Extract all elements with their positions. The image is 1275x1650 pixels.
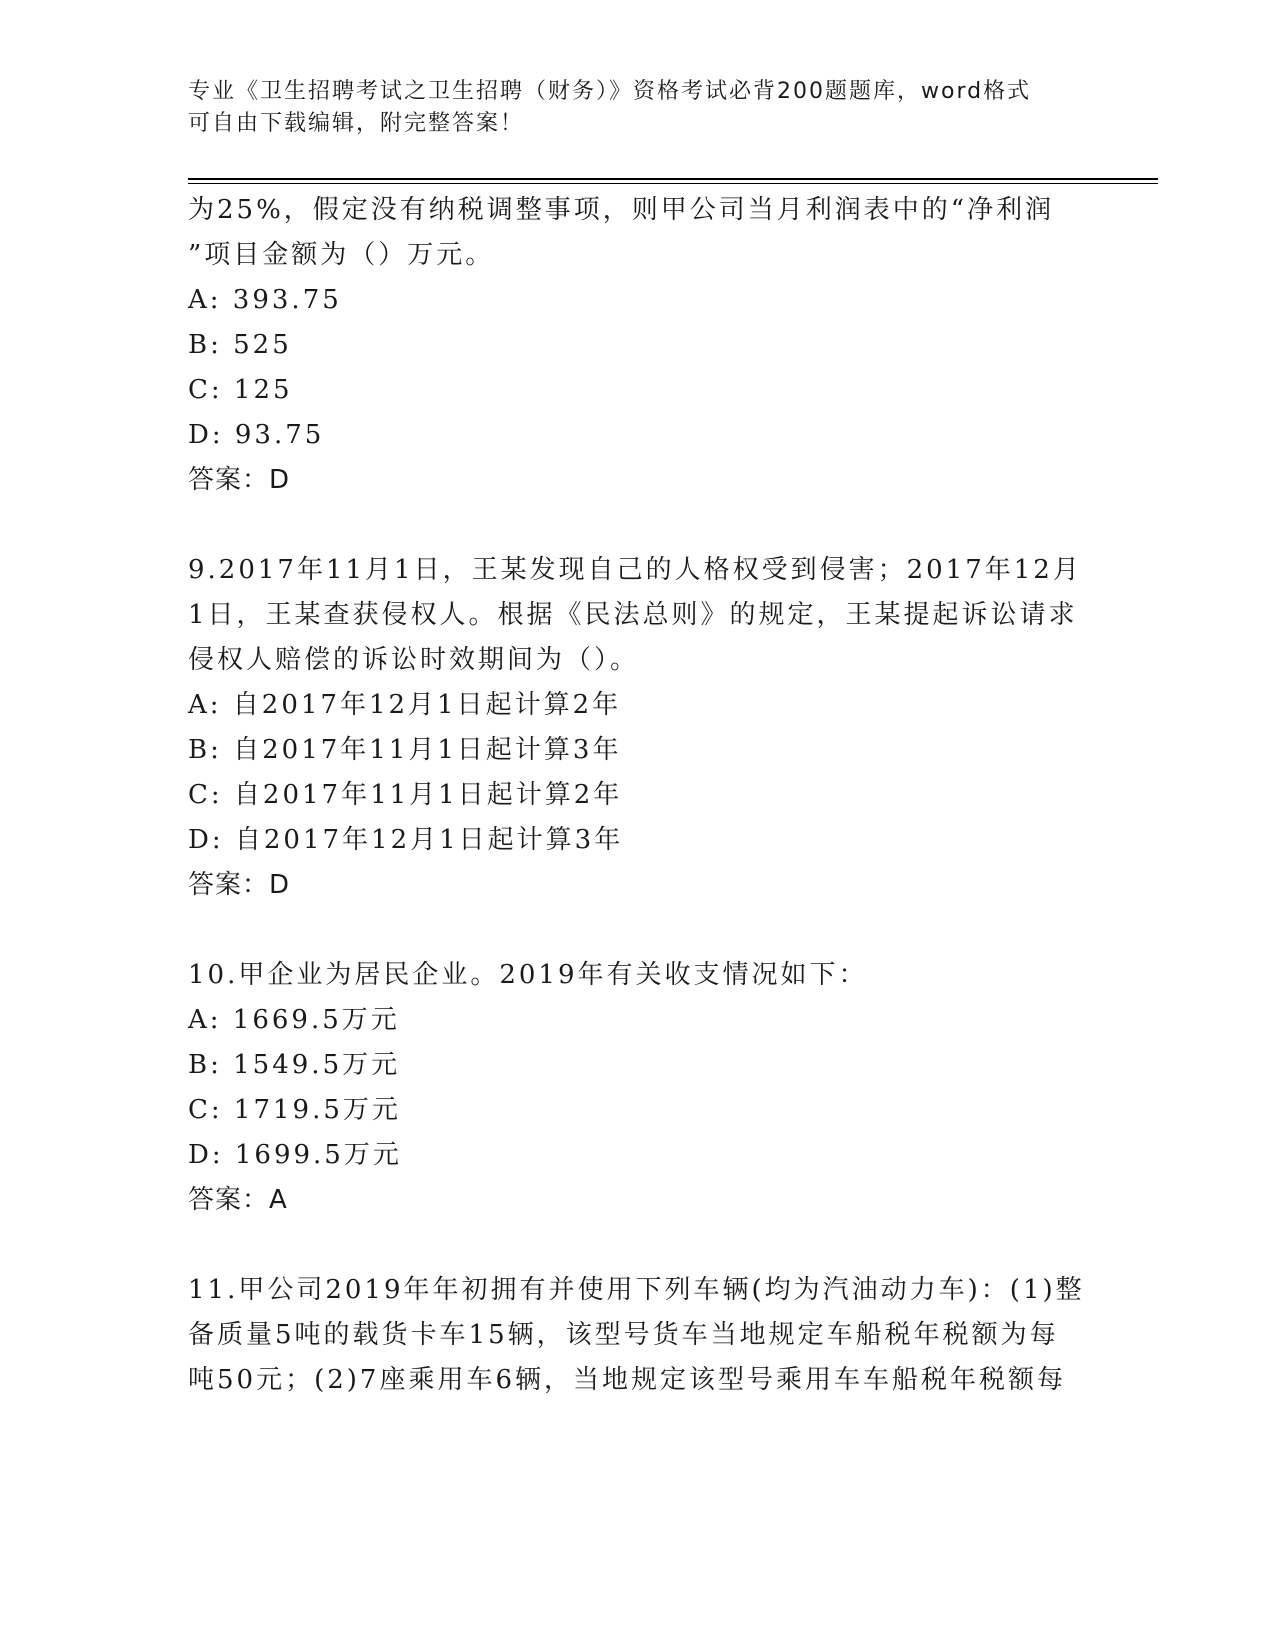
header-title-line-1: 专业《卫生招聘考试之卫生招聘（财务）》资格考试必背200题题库，word格式: [188, 79, 1032, 104]
spacer: [188, 503, 1088, 548]
question-stem-line: 吨50元；(2)7座乘用车6辆，当地规定该型号乘用车车船税年税额每: [188, 1365, 1066, 1395]
option-b: B: 自2017年11月1日起计算3年: [188, 735, 622, 765]
header-divider-thin: [188, 183, 1158, 184]
spacer: [188, 1223, 1088, 1268]
question-stem-line: 11.甲公司2019年年初拥有并使用下列车辆(均为汽油动力车)：(1)整: [188, 1275, 1085, 1305]
option-b: B: 525: [188, 330, 292, 360]
option-a: A: 自2017年12月1日起计算2年: [188, 690, 622, 720]
question-11: [188, 1268, 1088, 1403]
document-header: [188, 76, 1088, 140]
question-stem-line: 为25%，假定没有纳税调整事项，则甲公司当月利润表中的“净利润: [188, 195, 1055, 225]
option-b: B: 1549.5万元: [188, 1050, 401, 1080]
question-stem-line: 9.2017年11月1日，王某发现自己的人格权受到侵害；2017年12月: [188, 555, 1082, 585]
option-d: D: 自2017年12月1日起计算3年: [188, 825, 624, 855]
question-stem-line: 1日，王某查获侵权人。根据《民法总则》的规定，王某提起诉讼请求: [188, 600, 1078, 630]
option-d: D: 93.75: [188, 420, 325, 450]
answer-line: 答案：D: [188, 870, 291, 900]
question-content: [188, 188, 1088, 1403]
answer-line: 答案：A: [188, 1185, 288, 1215]
question-stem-line: 10.甲企业为居民企业。2019年有关收支情况如下：: [188, 960, 868, 990]
option-a: A: 393.75: [188, 285, 342, 315]
question-stem-line: 备质量5吨的载货卡车15辆，该型号货车当地规定车船税年税额为每: [188, 1320, 1059, 1350]
spacer: [188, 908, 1088, 953]
option-c: C: 自2017年11月1日起计算2年: [188, 780, 623, 810]
option-c: C: 125: [188, 375, 293, 405]
option-a: A: 1669.5万元: [188, 1005, 400, 1035]
question-10: [188, 953, 1088, 1223]
question-stem-line: ”项目金额为（）万元。: [188, 240, 495, 270]
option-c: C: 1719.5万元: [188, 1095, 401, 1125]
option-d: D: 1699.5万元: [188, 1140, 402, 1170]
question-9: [188, 548, 1088, 908]
header-title-line-2: 可自由下载编辑，附完整答案！: [188, 111, 525, 136]
header-divider-thick: [188, 178, 1158, 180]
question-stem-line: 侵权人赔偿的诉讼时效期间为（）。: [188, 645, 640, 675]
answer-line: 答案：D: [188, 465, 291, 495]
question-8: [188, 188, 1088, 503]
